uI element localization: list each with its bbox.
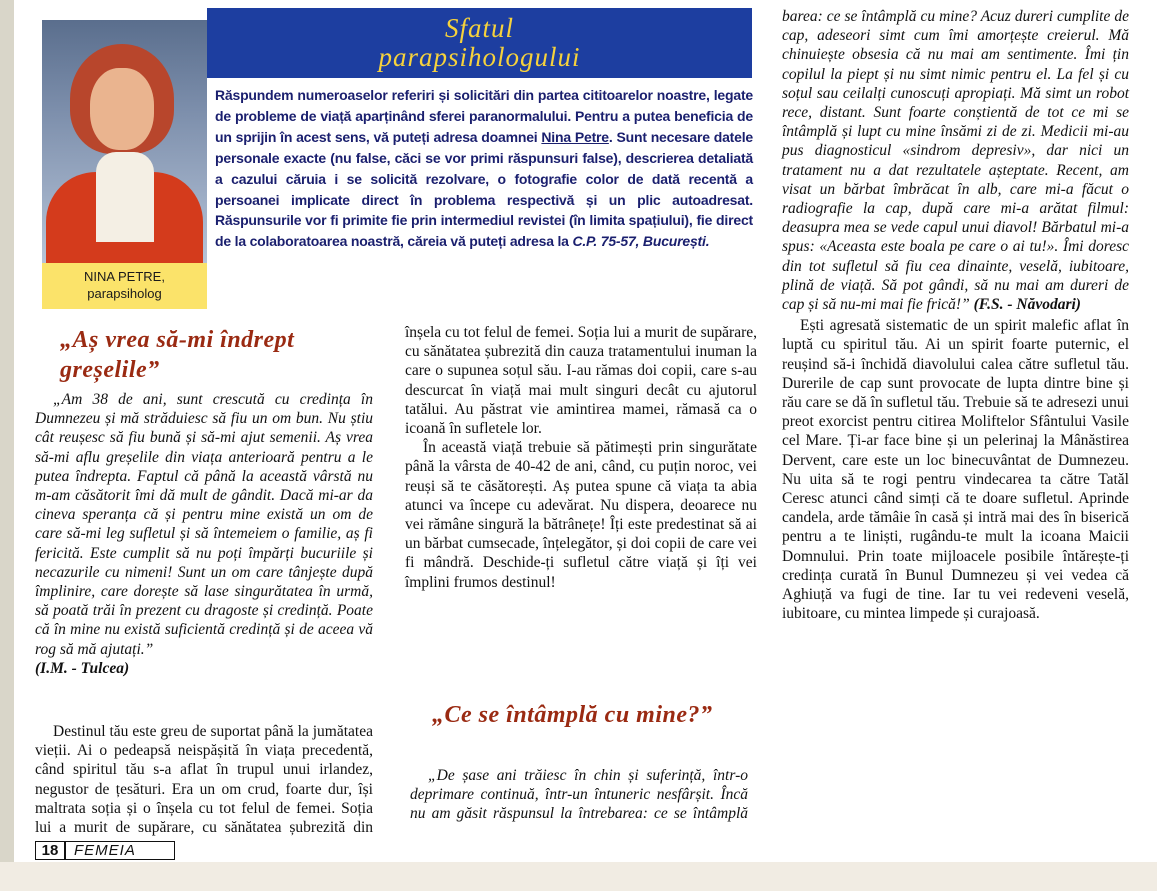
- intro-address: C.P. 75-57, București.: [572, 233, 710, 250]
- page-edge: [0, 0, 14, 891]
- article1-reply-p2: În această viață trebuie să pătimești prin singurătate până la vârsta de 40-42 de ani, când, cu puțin noroc, vei reuși să te căsătorești. Aș putea spune că viața ta abia atunci va începe cu adevărat. Nu dispera, deoarece nu vei rămâne singură la bătrânețe! Îți este predestinat să ai un bărbat cumsecade, înțelegător, și doi copii de care vei fi mândră. Deschide-ți sufletul către viață și îți vei împlini frumos destinul!: [405, 439, 757, 591]
- article1-reply-p1-continued: înșela cu tot felul de femei. Soția lui a murit de supărare, cu sănătatea șubrezită din cauza tratamentului inuman la care o supunea soțul său. I-au rămas doi copii, care s-au descurcat în viață mai mult singuri decât cu ajutorul tatălui. Au păstrat vie amintirea mamei, rămasă ca o icoană în sufletele lor.: [405, 324, 757, 438]
- photo-scarf: [96, 152, 154, 242]
- author-photo: [42, 20, 207, 263]
- article1-reply-continued: [405, 323, 757, 592]
- article2-letter: „De șase ani trăiesc în chin și suferință, într-o deprimare continuă, într-un întuneric nesfârșit. Încă nu am găsit răspunsul la întrebarea: ce se întâmplă: [410, 767, 748, 823]
- page-bottom-margin: [0, 862, 1157, 891]
- article1-headline: „Aș vrea să-mi îndrept greșelile”: [60, 327, 295, 383]
- intro-text-part2: . Sunt necesare datele personale exacte (nu false, căci se vor primi răspunsuri false), descrierea detaliată a cazului căruia i se solicită rezolvare, o fotografie color de dată recentă a persoanei implicate direct în problema respectivă și un plic autoadresat. Răspunsurile vor fi primite fie prin intermediul revistei (în limita spațiului), fie direct de la colaboratoarea noastră, căreia vă puteți adresa la: [215, 128, 753, 250]
- article2-column-right: [782, 7, 1129, 624]
- article1-reply-start: [35, 722, 373, 837]
- page-footer: [35, 841, 175, 860]
- column-title-line2: parapsihologului: [378, 42, 581, 72]
- author-name: NINA PETRE,: [84, 269, 165, 284]
- article2-headline: „Ce se întâmplă cu mine?”: [432, 702, 713, 728]
- author-caption: [42, 263, 207, 309]
- intro-paragraph: [215, 85, 753, 252]
- article1-reply-p1: Destinul tău este greu de suportat până la jumătatea vieții. Ai o pedeapsă neispășită în viața precedentă, când spiritul tău s-a aflat în trupul unui irlandez, negustor de țesături. Era un om crud, foarte dur, își maltrata soția și o înșela cu tot felul de femei. Soția lui a murit de supărare, cu sănătatea șubrezită din: [35, 723, 373, 837]
- article2-signature: (F.S. - Năvodari): [973, 296, 1081, 314]
- intro-text-part1: Răspundem numeroaselor referiri și solicitări din partea cititoarelor noastre, legate de probleme de viață aparținând sferei paranormalului. Pentru a putea beneficia de un sprijin în acest sens, vă puteți adresa doamnei: [215, 87, 753, 145]
- intro-author-name: Nina Petre: [541, 128, 609, 145]
- article2-letter-continued: barea: ce se întâmplă cu mine? Acuz dureri cumplite de cap, adeseori simt cum îmi amorțește creierul. Mă chinuiește obsesia că nu mai am sentimente. Îmi țin copilul la piept și nu simt nimic pentru el. La fel și cu soțul sau ceilalți cunoscuți apropiați. Mă simt un robot rece, distant. Sunt foarte conștientă de tot ce mi se întâmplă și lupt cu mine însămi zi de zi. Medicii mi-au pus diagnosticul «sindrom depresiv», dar nici un tratament nu a dat rezultatele așteptate. Recent, am visat un bărbat îmbrăcat în alb, care mi-a făcut o radiografie la cap, după care mi-a arătat filmul: deasupra mea se vede capul unui diavol! Bărbatul mi-a spus: «Aceasta este boala pe care o ai tu!». Îmi doresc din tot sufletul să fiu cea dinainte, veselă, iubitoare, plină de viață. Să pot gândi, să nu mai am dureri de cap și să nu-mi mai fie frică!” (F.S. - Năvodari): [782, 8, 1129, 314]
- article2-letter-start: [410, 766, 748, 824]
- author-role: parapsiholog: [87, 286, 162, 301]
- page-number: 18: [36, 842, 66, 859]
- photo-face: [90, 68, 154, 150]
- article2-reply: Ești agresată sistematic de un spirit malefic aflat în luptă cu spiritul tău. Ai un spirit foarte puternic, el reușind să-i închidă diavolului calea către sufletul tău. Durerile de cap sunt provocate de lupta dintre bine și rău care se dă în sufletul tău. Trebuie să te adresezi unui preot exorcist pentru citirea Moliftelor Sfântului Vasile cel Mare. Ți-ar face bine și un pelerinaj la Mânăstirea Dervent, care este un loc binecuvântat de Dumnezeu. Nu uita să te rogi pentru vindecarea ta către Tatăl Ceresc atunci când simți că te doare sufletul. Aprinde candela, arde tămâie în casă și intră mai des în biserică pentru a te liniști, rugându-te mult la icoana Maicii Domnului. Prin toate mijloacele posibile întărește-ți credința curată în Bunul Dumnezeu și vei vedea că Aghiuță va fugi de tine. Iar tu vei redeveni veselă, iubitoare, cu mintea limpede și curajoasă.: [782, 317, 1129, 623]
- article1-signature: (I.M. - Tulcea): [35, 659, 130, 677]
- column-title-line1: Sfatul: [444, 13, 514, 43]
- column-title-banner: [207, 8, 752, 78]
- article1-letter-block: [35, 390, 373, 678]
- article1-letter: „Am 38 de ani, sunt crescută cu credința în Dumnezeu și mă străduiesc să fiu un om bun. Nu știu cât reușesc să fiu bună și să-mi ajut semenii. Aș vrea să-mi aflu greșelile din viața anterioară pentru a le putea îndrepta. Faptul că până la această vârstă nu m-am căsătorit îmi dă mult de gândit. Dacă mi-ar da cineva speranța că și pentru mine există un om de care să-mi leg sufletul și să întemeiem o familie, aș fi fericită. Este cumplit să nu poți împărți bucuriile și necazurile cu nimeni! Sunt un om care tânjește după împlinire, care dorește să lase singurătatea în urmă, să poată trăi în prezent cu dragoste și credință. Poate că în mine nu există suficientă credință și de aceea vă rog să mă ajutați.”: [35, 391, 373, 658]
- magazine-name: FEMEIA: [74, 842, 136, 859]
